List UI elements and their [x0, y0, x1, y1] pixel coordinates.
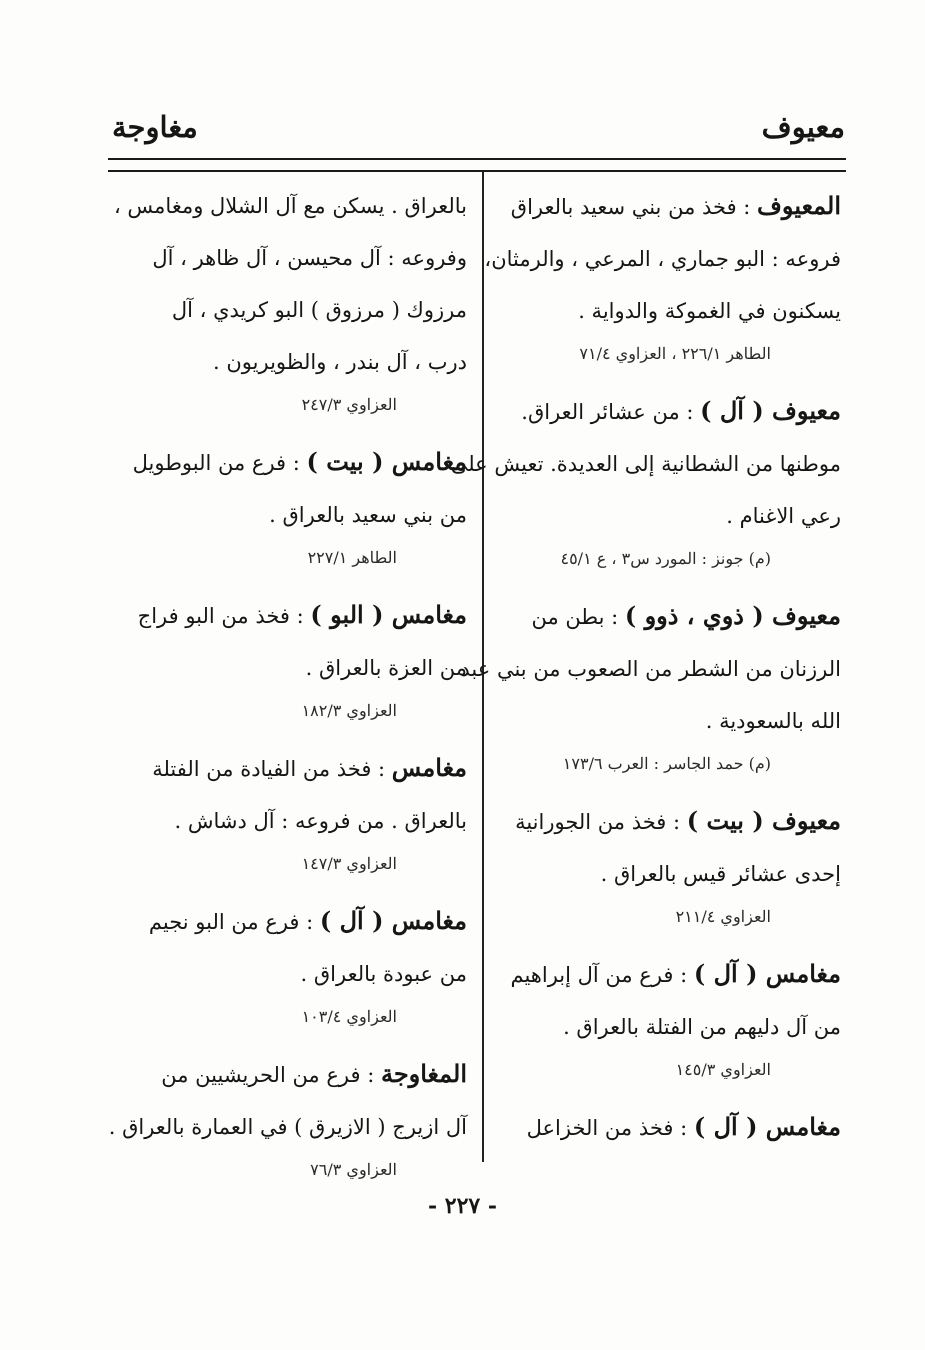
entry-line: من آل دليهم من الفتلة بالعراق . [563, 1015, 841, 1039]
dictionary-entry [115, 589, 467, 728]
entry-headword: معيوف ( ذوي ، ذوو ) [624, 601, 841, 630]
entry-line [493, 795, 841, 848]
entry-line: موطنها من الشطانية إلى العديدة. تعيش على [450, 452, 841, 476]
right-column [450, 180, 841, 1168]
dictionary-entry [484, 180, 841, 371]
entry-headword: مغامس [391, 753, 467, 782]
entry-line: فروعه : البو جماري ، المرعي ، والرمثان، [484, 247, 841, 271]
left-column [108, 180, 467, 1201]
entry-line [115, 742, 467, 795]
header-rule-bottom [108, 170, 846, 172]
entry-source: العزاوي ١٠٣/٤ [301, 1007, 397, 1026]
entry-line: آل ازيرج ( الازيرق ) في العمارة بالعراق . [108, 1115, 467, 1139]
entry-definition: : بطن من [531, 605, 619, 629]
entry-line [115, 895, 467, 948]
entry-line [115, 436, 467, 489]
entry-definition: : من عشائر العراق. [521, 400, 694, 424]
entry-headword: مغامس ( بيت ) [306, 447, 467, 476]
entry-line: رعي الاغنام . [726, 504, 841, 528]
entry-line [493, 1101, 841, 1154]
entry-line [493, 180, 841, 233]
dictionary-entry [115, 436, 467, 575]
entry-source: العزاوي ١٤٧/٣ [301, 854, 397, 873]
page-number: - ٢٢٧ - [427, 1193, 498, 1219]
entry-definition: : فخذ من البو فراج [137, 604, 304, 628]
dictionary-entry [493, 795, 841, 934]
entry-definition: : فخذ من الخزاعل [526, 1116, 688, 1140]
running-header-right: معيوف [761, 110, 845, 144]
entry-line: يسكنون في الغموكة والدواية . [578, 299, 841, 323]
dictionary-entry [460, 590, 841, 781]
entry-line [493, 590, 841, 643]
dictionary-entry [493, 948, 841, 1087]
entry-definition: : فخذ من الجورانية [515, 810, 681, 834]
entry-definition: : فخذ من الفيادة من الفتلة [152, 757, 386, 781]
entry-line: بالعراق . من فروعه : آل دشاش . [174, 809, 467, 833]
entry-source: العزاوي ١٨٢/٣ [301, 701, 397, 720]
entry-headword: المغاوجة [380, 1059, 467, 1088]
entry-line [493, 385, 841, 438]
continuation-line: وفروعه : آل محيسن ، آل ظاهر ، آل [152, 246, 467, 270]
entry-definition: : فرع من البو نجيم [148, 910, 314, 934]
entry-line: الله بالسعودية . [705, 709, 841, 733]
dictionary-entry [115, 895, 467, 1034]
entry-headword: مغامس ( آل ) [693, 1112, 841, 1141]
entry-headword: مغامس ( البو ) [310, 600, 467, 629]
entry-line: إحدى عشائر قيس بالعراق . [600, 862, 841, 886]
entry-source: العزاوي ٢٤٧/٣ [301, 395, 397, 414]
entry-headword: مغامس ( آل ) [693, 959, 841, 988]
entry-line [493, 948, 841, 1001]
continuation-line: درب ، آل بندر ، والظويريون . [213, 350, 467, 374]
continuation-line: مرزوك ( مرزوق ) البو كريدي ، آل [171, 298, 467, 322]
dictionary-entry [115, 742, 467, 881]
entry-headword: معيوف ( آل ) [700, 396, 841, 425]
entry-definition: : فرع من البوطويل [132, 451, 300, 475]
entry-source: الطاهر ٢٢٦/١ ، العزاوي ٧١/٤ [579, 344, 771, 363]
entry-definition: : فرع من آل إبراهيم [510, 963, 688, 987]
dictionary-entry [493, 1101, 841, 1154]
continuation-block [115, 180, 467, 422]
entry-line [115, 589, 467, 642]
entry-headword: مغامس ( آل ) [319, 906, 467, 935]
entry-source: العزاوي ١٤٥/٣ [675, 1060, 771, 1079]
header-rule-top [108, 158, 846, 160]
entry-line: الرزنان من الشطر من الصعوب من بني عبد [460, 657, 841, 681]
entry-source: العزاوي ٧٦/٣ [310, 1160, 397, 1179]
entry-headword: معيوف ( بيت ) [686, 806, 841, 835]
running-header-left: مغاوجة [112, 110, 198, 144]
entry-line: من بني سعيد بالعراق . [269, 503, 467, 527]
entry-source: الطاهر ٢٢٧/١ [307, 548, 397, 567]
entry-line: من عبودة بالعراق . [300, 962, 467, 986]
entry-line [115, 1048, 467, 1101]
entry-source: العزاوي ٢١١/٤ [675, 907, 771, 926]
dictionary-entry [108, 1048, 467, 1187]
left-entries [108, 436, 467, 1187]
continuation-line: بالعراق . يسكن مع آل الشلال ومغامس ، [113, 194, 467, 218]
entry-source: (م) حمد الجاسر : العرب ١٧٣/٦ [562, 754, 771, 773]
entry-source: (م) جونز : المورد س٣ ، ع ٤٥/١ [560, 549, 771, 568]
entry-definition: : فرع من الحريشيين من [161, 1063, 375, 1087]
dictionary-entry [450, 385, 841, 576]
entry-headword: المعيوف [757, 191, 841, 220]
entry-line: من العزة بالعراق . [305, 656, 467, 680]
entry-definition: : فخذ من بني سعيد بالعراق [510, 195, 751, 219]
